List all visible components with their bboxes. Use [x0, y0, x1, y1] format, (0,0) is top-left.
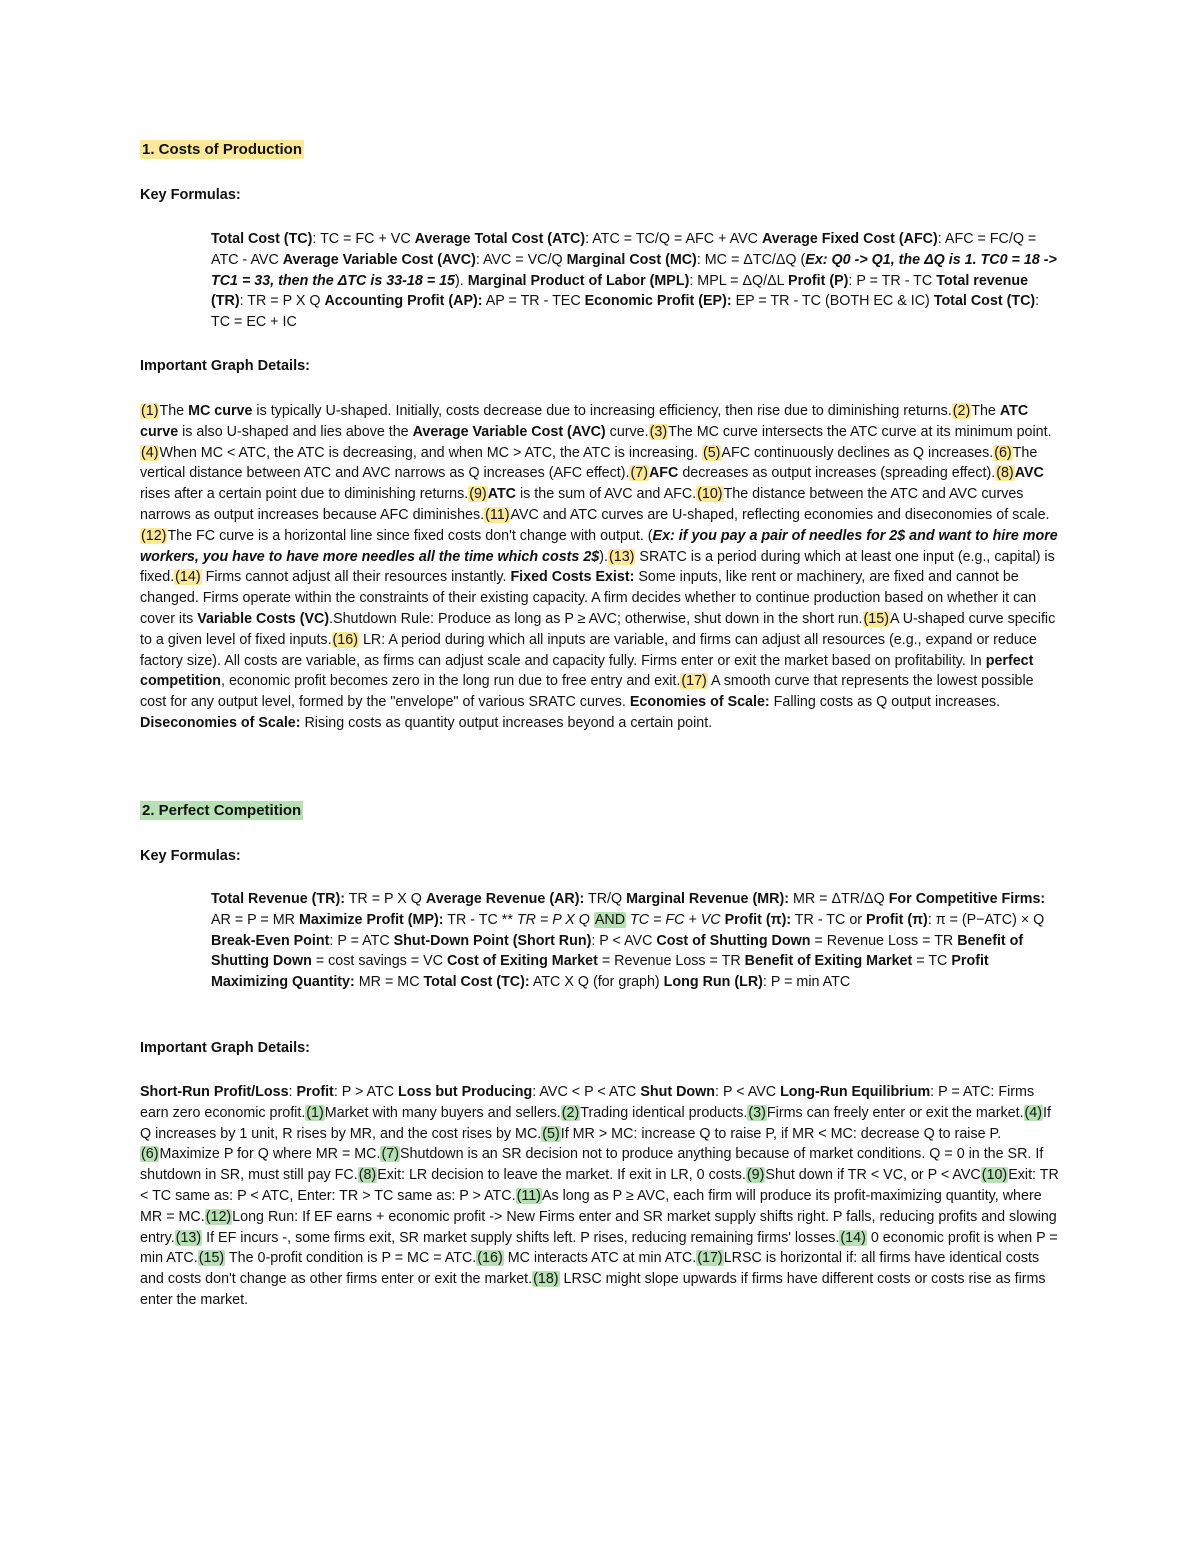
section1-key-formulas-label: Key Formulas: [140, 187, 241, 203]
section2-graph-label: Important Graph Details: [140, 1040, 310, 1056]
bold-term: Marginal Cost (MC) [566, 251, 697, 268]
bold-term: AFC [648, 465, 679, 482]
text-run: TR/Q [584, 891, 627, 907]
text-run: : ATC = TC/Q = AFC + AVC [585, 231, 762, 247]
bold-term: MC curve [188, 403, 253, 419]
text-run: : P = TR - TC [848, 272, 937, 289]
text-run: As long as P ≥ AVC, each firm will produce its profit-maximizing quantity, where MR = MC. [140, 1187, 1042, 1225]
italic-formula: TC = FC + VC [630, 911, 721, 928]
text-run: : MC = ΔTC/ΔQ ( [696, 251, 806, 268]
item-number: (8) [358, 1167, 377, 1184]
bold-term: Accounting Profit (AP): [324, 293, 483, 310]
item-number: (1) [141, 403, 159, 419]
item-number: (2) [952, 403, 971, 419]
bold-term: Profit [296, 1084, 334, 1100]
example-note: Ex: Q0 -> Q1, the ΔQ is 1. TC0 = 18 -> TC1 = 33, then the ΔTC is 33-18 = 15 [211, 251, 1057, 289]
text-run: The [159, 403, 189, 419]
text-run: , economic profit becomes zero in the long run due to free entry and exit. [221, 673, 681, 690]
bold-term: Profit Maximizing Quantity: [211, 953, 989, 991]
text-run: Exit: TR < TC same as: P < ATC, Enter: TR > TC same as: P > ATC. [140, 1167, 1059, 1204]
section2-graph-details [140, 1082, 1060, 1311]
bold-term: Diseconomies of Scale: [140, 714, 301, 731]
text-run: LR: A period during which all inputs are variable, and firms can adjust all resources (e.g., expand or reduce factory size). All costs are variable, as firms can adjust scale and capacity fully. Firms enter or exit the market based on profitability. In [140, 631, 1037, 669]
text-run: : P > ATC [333, 1084, 399, 1100]
text-run: Shutdown is an SR decision not to produce anything because of market conditions. Q = 0 in the SR. If shutdown in SR, must still pay FC. [140, 1146, 1044, 1184]
text-run: Trading identical products. [580, 1104, 748, 1121]
bold-term: ATC [487, 486, 517, 503]
bold-term: Economic Profit (EP): [584, 293, 732, 310]
item-number: (16) [332, 631, 358, 648]
text-run: MC interacts ATC at min ATC. [503, 1250, 697, 1267]
item-number: (6) [994, 444, 1012, 461]
text-run: : MPL = ΔQ/ΔL [689, 272, 789, 289]
text-run: ). [599, 548, 608, 565]
text-run: AR = P = MR [211, 911, 299, 928]
text-run: decreases as output increases (spreading effect). [678, 465, 996, 482]
section1-heading [140, 140, 304, 160]
item-number: (14) [175, 569, 201, 586]
text-run: is the sum of AVC and AFC. [516, 486, 697, 503]
bold-term: Long Run (LR) [663, 974, 763, 991]
text-run: AP = TR - TEC [482, 293, 585, 310]
text-run: : P = ATC: Firms earn zero economic profit. [140, 1084, 1035, 1121]
bold-term: Profit (P) [788, 272, 849, 289]
bold-term: Break-Even Point [211, 932, 330, 949]
text-run: TR = P X Q [344, 891, 426, 907]
section2-key-formulas-label: Key Formulas: [140, 848, 241, 864]
bold-term: Average Fixed Cost (AFC) [761, 231, 938, 247]
text-run: The MC curve intersects the ATC curve at its minimum point. [668, 423, 1052, 440]
text-run: Firms can freely enter or exit the market. [766, 1104, 1024, 1121]
section2-heading [140, 801, 303, 821]
text-run: Long Run: If EF earns + economic profit -> New Firms enter and SR market supply shifts right. P falls, reducing profits and slowing entry. [140, 1208, 1057, 1246]
text-run: A U-shaped curve specific to a given level of fixed inputs. [140, 610, 1056, 648]
text-run: Firms cannot adjust all their resources instantly. [201, 569, 511, 586]
text-run: Shut down if TR < VC, or P < AVC [765, 1167, 981, 1184]
item-number: (18) [533, 1271, 559, 1288]
bold-term: AVC [1014, 465, 1044, 482]
bold-term: Total revenue (TR) [211, 272, 1029, 310]
italic-formula: TR = P X Q [516, 911, 590, 928]
item-number: (13) [609, 548, 635, 565]
item-number: (12) [141, 527, 167, 544]
section1-title: 1. Costs of Production [142, 141, 303, 158]
item-number: (10) [981, 1167, 1008, 1184]
item-number: (10) [697, 486, 723, 503]
text-run: : TR = P X Q [239, 293, 325, 310]
text-run: Some inputs, like rent or machinery, are fixed and cannot be changed. Firms operate within the constraints of their existing capacity. A firm decides whether to continue production based on whether it can cover its [140, 569, 1037, 627]
bold-term: Total Cost (TC): [423, 974, 530, 991]
text-run: curve. [605, 423, 649, 440]
item-number: (1) [306, 1104, 324, 1121]
text-run: .Shutdown Rule: Produce as long as P ≥ AVC; otherwise, shut down in the short run. [329, 610, 863, 627]
text-run: : AFC = FC/Q = ATC - AVC [211, 231, 1037, 268]
bold-term: Maximize Profit (MP): [298, 911, 444, 928]
section1-formulas [211, 229, 1061, 333]
text-run: : P < AVC [591, 932, 657, 949]
text-run: LRSC is horizontal if: all firms have identical costs and costs don't change as other firms enter or exit the market. [140, 1250, 1040, 1288]
text-run: Falling costs as Q output increases. [769, 694, 1001, 711]
item-number: (3) [649, 423, 668, 440]
bold-term: Total Revenue (TR): [211, 891, 345, 907]
text-run: AFC continuously declines as Q increases. [721, 444, 994, 461]
item-number: (4) [1024, 1104, 1043, 1121]
item-number: (15) [863, 610, 889, 627]
item-number: (5) [702, 444, 721, 461]
text-run: : P < AVC [715, 1084, 781, 1100]
item-number: (14) [840, 1229, 866, 1246]
bold-term: Benefit of Exiting Market [744, 953, 913, 970]
text-run: LRSC might slope upwards if firms have different costs or costs rise as firms enter the market. [140, 1271, 1046, 1308]
item-number: (9) [469, 486, 487, 503]
bold-term: Profit (π): [724, 911, 792, 928]
bold-term: Average Variable Cost (AVC) [412, 423, 606, 440]
text-run: ). [455, 272, 468, 289]
bold-term: Profit (π) [866, 911, 928, 928]
bold-term: For Competitive Firms: [888, 891, 1046, 907]
text-run: The distance between the ATC and AVC curves narrows as output increases because AFC diminishes. [140, 486, 1024, 523]
bold-term: Short-Run Profit/Loss [140, 1084, 289, 1100]
text-run: ATC X Q (for graph) [529, 974, 664, 991]
text-run: is also U-shaped and lies above the [178, 423, 413, 440]
item-number: (9) [746, 1167, 765, 1184]
text-run: AVC and ATC curves are U-shaped, reflecting economies and diseconomies of scale. [510, 506, 1050, 523]
item-number: (2) [561, 1104, 580, 1121]
item-number: (12) [205, 1208, 232, 1225]
text-run: : AVC < P < ATC [532, 1084, 641, 1100]
text-run: : TC = FC + VC [312, 231, 415, 247]
text-run: Maximize P for Q where MR = MC. [159, 1146, 381, 1163]
text-run: = cost savings = VC [311, 953, 447, 970]
item-number: (3) [748, 1104, 766, 1121]
text-run: Market with many buyers and sellers. [324, 1104, 561, 1121]
text-run: Exit: LR decision to leave the market. If exit in LR, 0 costs. [377, 1167, 746, 1184]
bold-term: Marginal Revenue (MR): [626, 891, 789, 907]
text-run: : AVC = VC/Q [475, 251, 567, 268]
item-number: (4) [141, 444, 159, 461]
text-run: : [288, 1084, 297, 1100]
text-run: rises after a certain point due to diminishing returns. [140, 486, 469, 503]
text-run: A smooth curve that represents the lowest possible cost for any output level, formed by the "envelope" of various SRATC curves. [140, 673, 1034, 711]
bold-term: Fixed Costs Exist: [510, 569, 635, 586]
text-run: The 0-profit condition is P = MC = ATC. [225, 1250, 477, 1267]
bold-term: Total Cost (TC) [211, 231, 313, 247]
text-run: The vertical distance between ATC and AVC narrows as Q increases (AFC effect). [140, 444, 1038, 482]
item-number: (17) [697, 1250, 723, 1267]
bold-term: perfect competition [140, 652, 1034, 690]
text-run: = TC [912, 953, 952, 970]
item-number: (11) [485, 506, 510, 523]
text-run: is typically U-shaped. Initially, costs decrease due to increasing efficiency, then rise due to diminishing returns. [252, 403, 952, 419]
bold-term: ATC curve [140, 403, 1029, 440]
bold-term: Average Revenue (AR): [425, 891, 585, 907]
bold-term: Marginal Product of Labor (MPL) [467, 272, 690, 289]
text-run: : TC = EC + IC [211, 293, 1040, 331]
item-number: (15) [198, 1250, 225, 1267]
bold-term: Total Cost (TC) [933, 293, 1036, 310]
text-run: If MR > MC: increase Q to raise P, if MR < MC: decrease Q to raise P. [560, 1125, 1002, 1142]
text-run: : P = ATC [329, 932, 394, 949]
bold-term: Average Variable Cost (AVC) [282, 251, 476, 268]
text-run: : P = min ATC [762, 974, 851, 991]
text-run: TR - TC ** [443, 911, 517, 928]
text-run: Rising costs as quantity output increases beyond a certain point. [300, 714, 713, 731]
text-run: 0 economic profit is when P = min ATC. [140, 1229, 1058, 1267]
text-run: If Q increases by 1 unit, R rises by MR, and the cost rises by MC. [140, 1104, 1051, 1142]
item-number: (7) [630, 465, 648, 482]
text-run: = Revenue Loss = TR [597, 953, 745, 970]
text-run: TR - TC or [791, 911, 867, 928]
text-run: If EF incurs -, some firms exit, SR market supply shifts left. P rises, reducing remaining firms' losses. [202, 1229, 840, 1246]
example-note: Ex: if you pay a pair of needles for 2$ and want to hire more workers, you have to have more needles all the time which costs 2$ [140, 527, 1058, 565]
bold-term: Average Total Cost (ATC) [414, 231, 586, 247]
item-number: (13) [175, 1229, 202, 1246]
highlight-and: AND [594, 911, 626, 928]
bold-term: Benefit of Shutting Down [211, 932, 1024, 970]
text-run: EP = TR - TC (BOTH EC & IC) [731, 293, 934, 310]
bold-term: Cost of Exiting Market [446, 953, 598, 970]
text-run: SRATC is a period during which at least one input (e.g., capital) is fixed. [140, 548, 1055, 586]
item-number: (8) [996, 465, 1014, 482]
item-number: (6) [141, 1146, 159, 1163]
bold-term: Variable Costs (VC) [197, 610, 330, 627]
section2-title: 2. Perfect Competition [142, 802, 302, 819]
item-number: (17) [681, 673, 707, 690]
item-number: (16) [477, 1250, 503, 1267]
text-run: When MC < ATC, the ATC is decreasing, and when MC > ATC, the ATC is increasing. [159, 444, 702, 461]
section2-formulas [211, 889, 1061, 993]
item-number: (5) [542, 1125, 560, 1142]
bold-term: Long-Run Equilibrium [780, 1084, 931, 1100]
bold-term: Cost of Shutting Down [656, 932, 811, 949]
text-run: The [971, 403, 1000, 419]
text-run: : π = (P−ATC) × Q [927, 911, 1045, 928]
bold-term: Economies of Scale: [629, 694, 770, 711]
text-run: The FC curve is a horizontal line since fixed costs don't change with output. ( [167, 527, 653, 544]
section1-graph-label: Important Graph Details: [140, 358, 310, 374]
section1-graph-details [140, 401, 1060, 734]
item-number: (11) [516, 1187, 541, 1204]
item-number: (7) [381, 1146, 399, 1163]
text-run: = Revenue Loss = TR [810, 932, 958, 949]
bold-term: Shut-Down Point (Short Run) [393, 932, 592, 949]
text-run: MR = MC [354, 974, 424, 991]
bold-term: Loss but Producing [398, 1084, 533, 1100]
bold-term: Shut Down [640, 1084, 716, 1100]
text-run: MR = ΔTR/ΔQ [788, 891, 889, 907]
